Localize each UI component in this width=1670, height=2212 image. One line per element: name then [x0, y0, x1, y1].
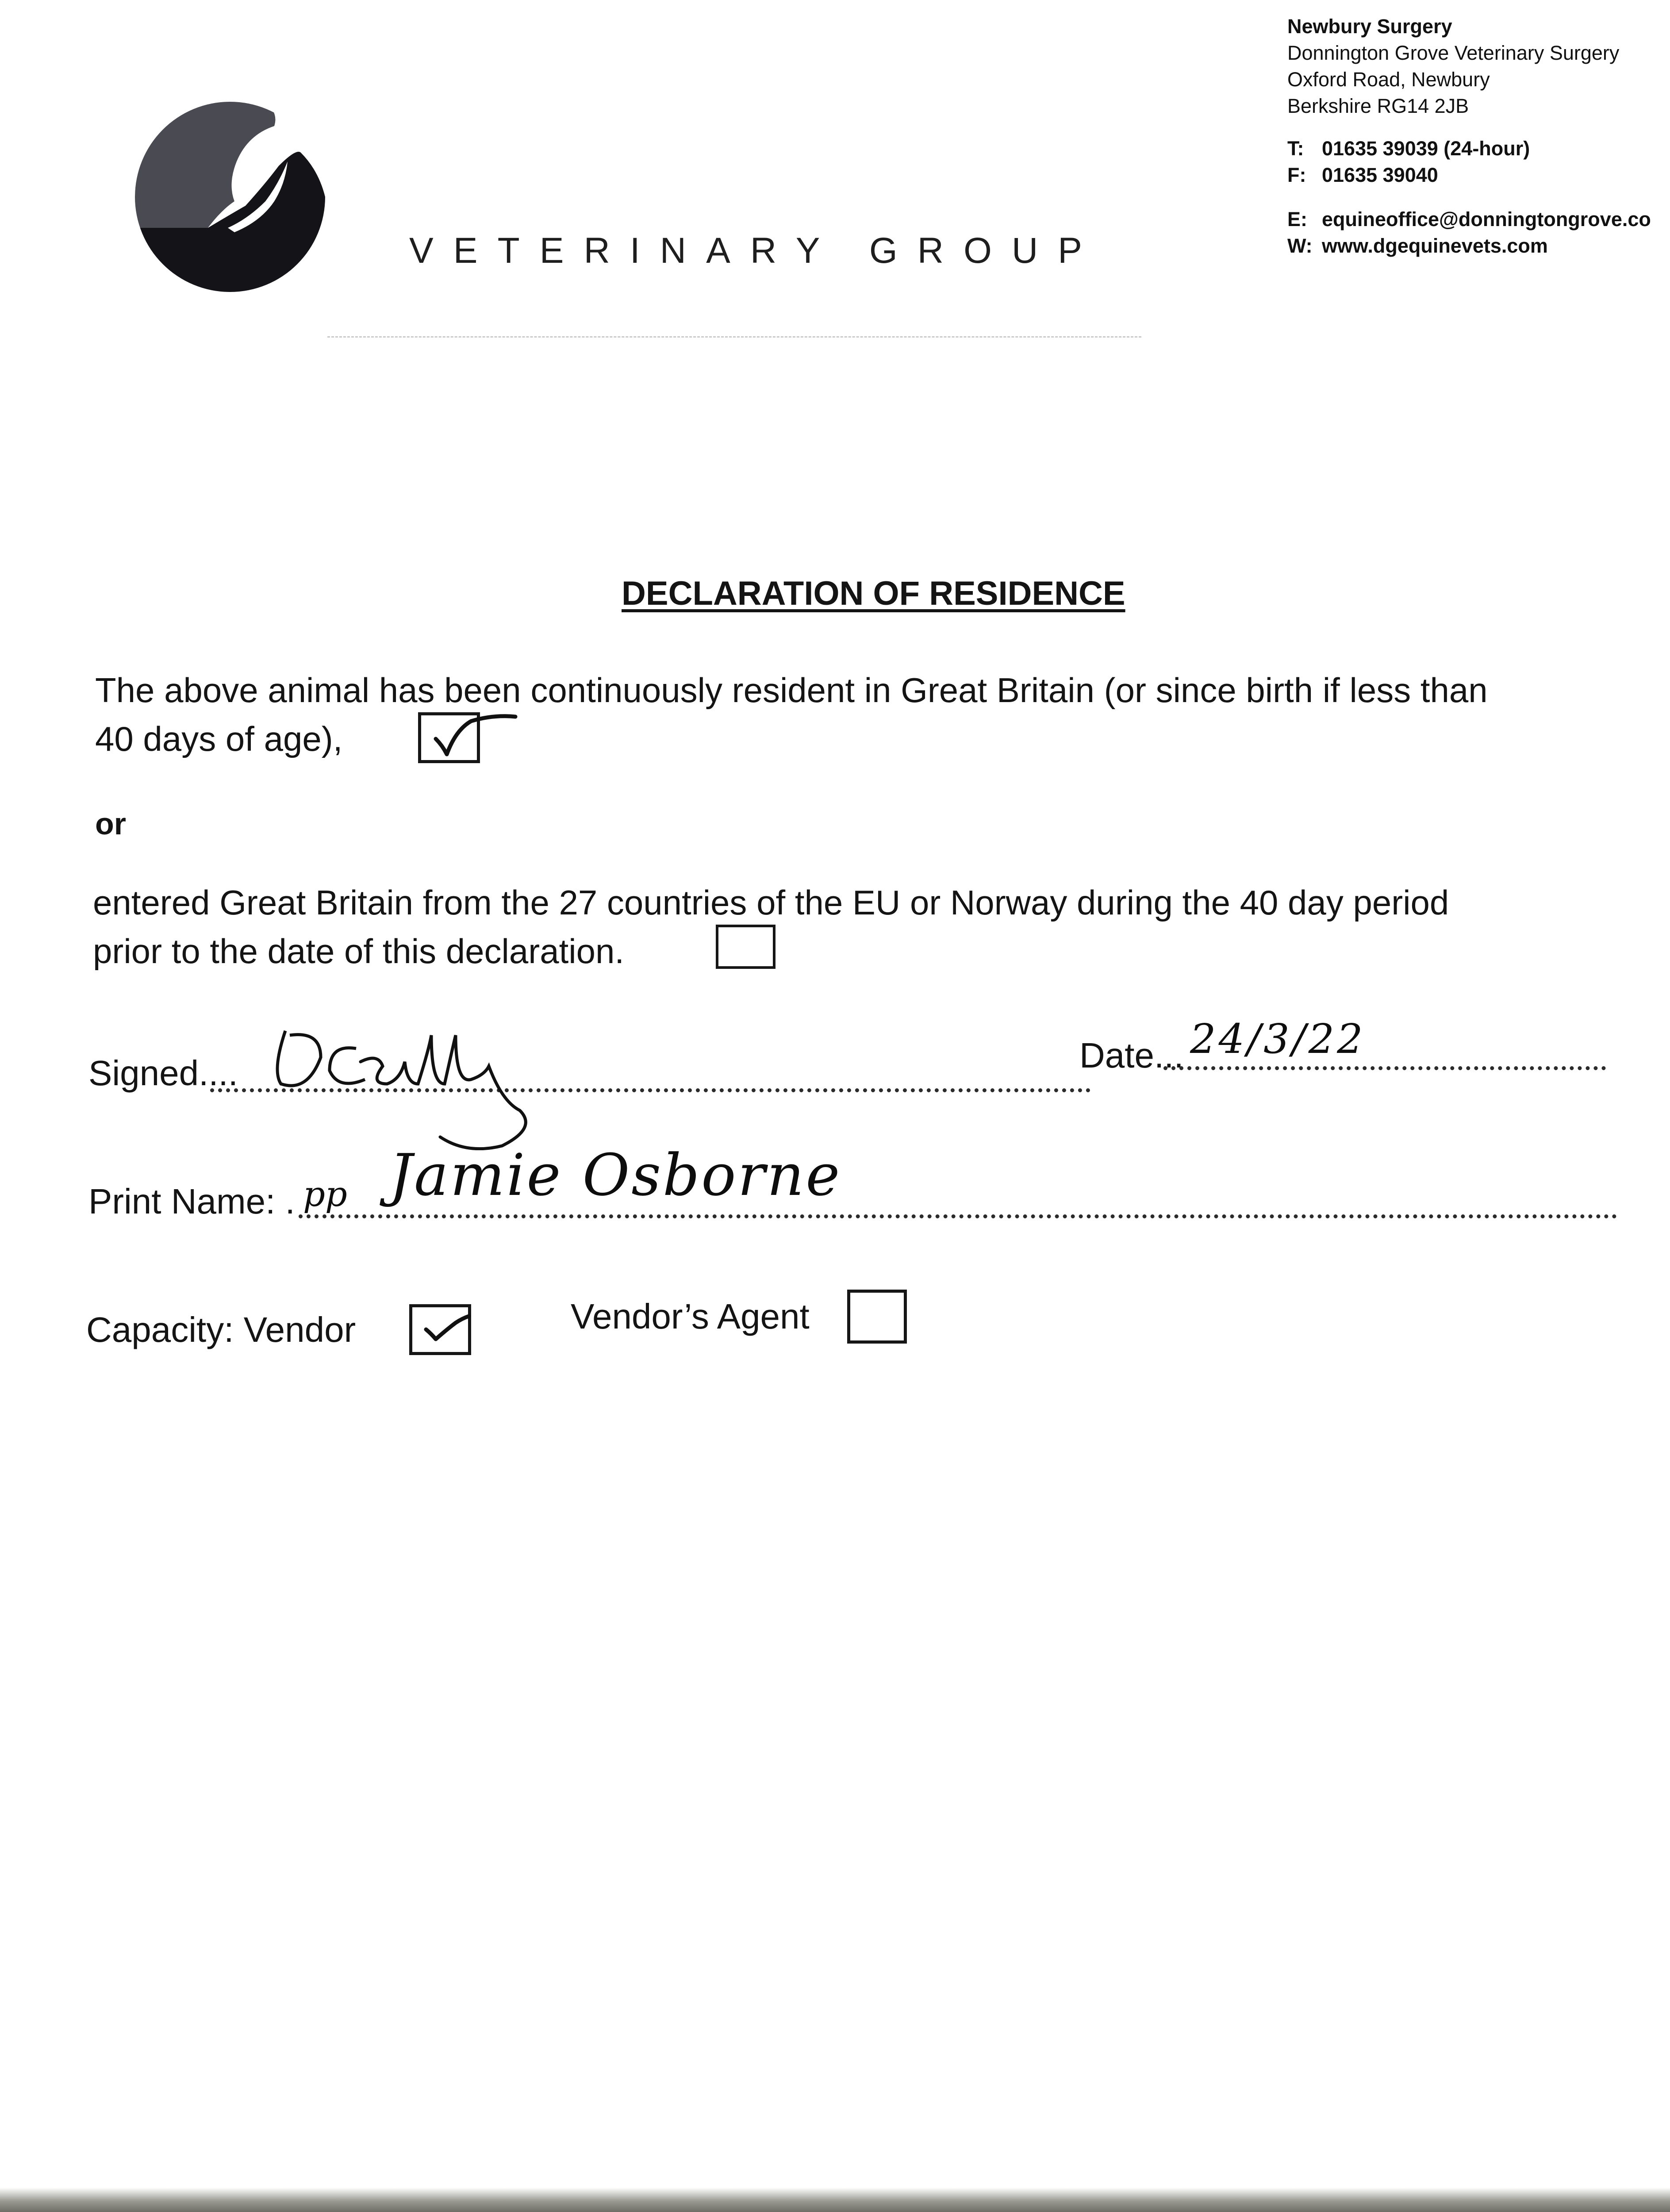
vendors-agent-label: Vendor’s Agent — [571, 1297, 810, 1336]
fax-number: 01635 39040 — [1322, 164, 1438, 186]
print-name-label: Print Name: . — [88, 1182, 295, 1221]
eu-line-2: prior to the date of this declaration. — [93, 932, 625, 971]
email-row — [1287, 206, 1668, 233]
fax-row — [1287, 162, 1668, 188]
signed-label: Signed.... — [88, 1053, 238, 1093]
phone-row — [1287, 135, 1668, 162]
email-label: E: — [1287, 208, 1307, 230]
fax-label: F: — [1287, 164, 1306, 186]
web-address: www.dgequinevets.com — [1322, 234, 1548, 257]
print-name-pp: pp — [303, 1175, 347, 1214]
or-separator: or — [95, 806, 126, 841]
practice-name: Donnington Grove Veterinary Surgery — [1287, 42, 1620, 64]
address-line-1: Oxford Road, Newbury — [1287, 68, 1490, 91]
capacity-vendor-label: Capacity: Vendor — [86, 1310, 356, 1349]
resident-statement — [95, 666, 1488, 763]
vendors-agent-checkbox[interactable] — [847, 1290, 907, 1344]
web-row — [1287, 233, 1668, 259]
document-title: DECLARATION OF RESIDENCE — [622, 575, 1125, 612]
brand-title: VETERINARY GROUP — [409, 230, 1102, 271]
scan-bottom-edge — [0, 2188, 1670, 2212]
phone-label: T: — [1287, 137, 1304, 160]
date-label: Date... — [1079, 1036, 1184, 1075]
date-handwritten: 24/3/22 — [1190, 1015, 1366, 1063]
header-divider — [327, 336, 1141, 338]
checkmark-icon — [422, 1312, 471, 1347]
checkmark-icon — [431, 708, 520, 761]
print-name-dotted-line — [299, 1214, 1617, 1218]
print-name-handwritten: Jamie Osborne — [389, 1141, 842, 1209]
phone-number: 01635 39039 (24-hour) — [1322, 137, 1530, 160]
contact-block — [1287, 13, 1668, 259]
horse-head-circle-logo — [133, 95, 327, 299]
web-label: W: — [1287, 234, 1313, 257]
signature-image — [254, 1018, 573, 1150]
resident-line-2: 40 days of age), — [95, 719, 343, 758]
date-dotted-line — [1163, 1066, 1606, 1070]
email-address: equineoffice@donningtongrove.co — [1322, 208, 1651, 230]
address-line-2: Berkshire RG14 2JB — [1287, 95, 1469, 117]
surgery-name: Newbury Surgery — [1287, 15, 1452, 38]
eu-entry-checkbox[interactable] — [716, 925, 775, 969]
eu-line-1: entered Great Britain from the 27 countries of the EU or Norway during the 40 day period — [93, 883, 1449, 922]
resident-line-1: The above animal has been continuously resident in Great Britain (or since birth if less than — [95, 671, 1488, 710]
